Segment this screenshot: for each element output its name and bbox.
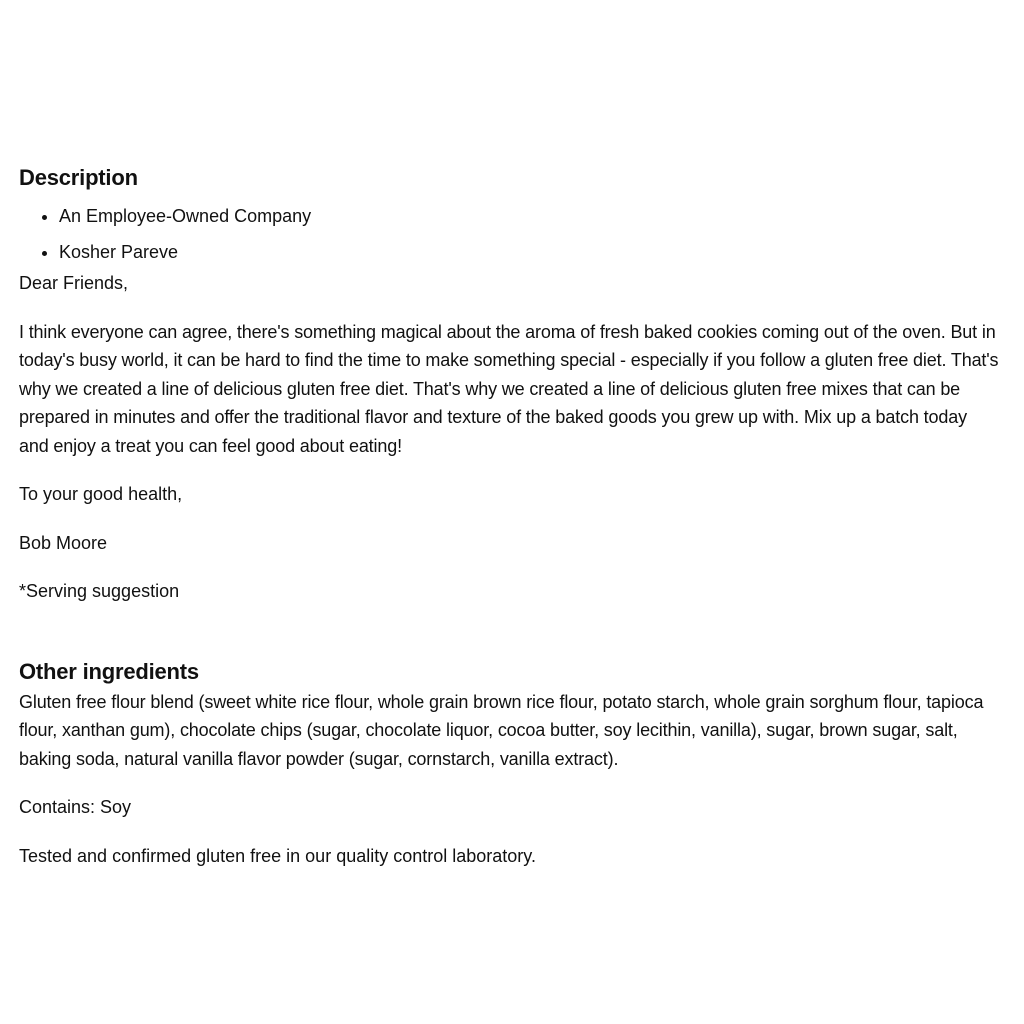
other-ingredients-section: [19, 656, 1000, 871]
letter-greeting: Dear Friends,: [19, 273, 129, 293]
feature-item-employee-owned: • An Employee-Owned Company: [59, 198, 1000, 234]
letter-signature: Bob Moore: [19, 532, 108, 553]
feature-item-kosher: • Kosher Pareve: [59, 234, 1000, 270]
description-heading: Description: [19, 165, 138, 190]
description-section: [19, 162, 1000, 606]
letter-closing: To your good health,: [19, 484, 183, 504]
allergen-statement: Contains: Soy: [19, 797, 132, 817]
ingredients-list-text: Gluten free flour blend (sweet white rice flour, whole grain brown rice flour, potato starch, whole grain sorghum flour, tapioca flour, xanthan gum), chocolate chips (sugar, chocolate liquor, cocoa butter, soy lecithin, vanilla), sugar, brown sugar, salt, baking soda, natural vanilla flavor powder (sugar, cornstarch, vanilla extract).: [19, 691, 984, 769]
letter-body: I think everyone can agree, there's something magical about the aroma of fresh baked cookies coming out of the oven. But in today's busy world, it can be hard to find the time to make something special - especially if you follow a gluten free diet. That's why we created a line of delicious gluten free diet. That's why we created a line of delicious gluten free mixes that can be prepared in minutes and offer the traditional flavor and texture of the baked goods you grew up with. Mix up a batch today and enjoy a treat you can feel good about eating!: [19, 321, 999, 456]
feature-list: [19, 198, 1000, 270]
gluten-free-statement: Tested and confirmed gluten free in our quality control laboratory.: [19, 845, 536, 866]
serving-suggestion-note: *Serving suggestion: [19, 581, 180, 601]
other-ingredients-heading: Other ingredients: [19, 658, 199, 684]
